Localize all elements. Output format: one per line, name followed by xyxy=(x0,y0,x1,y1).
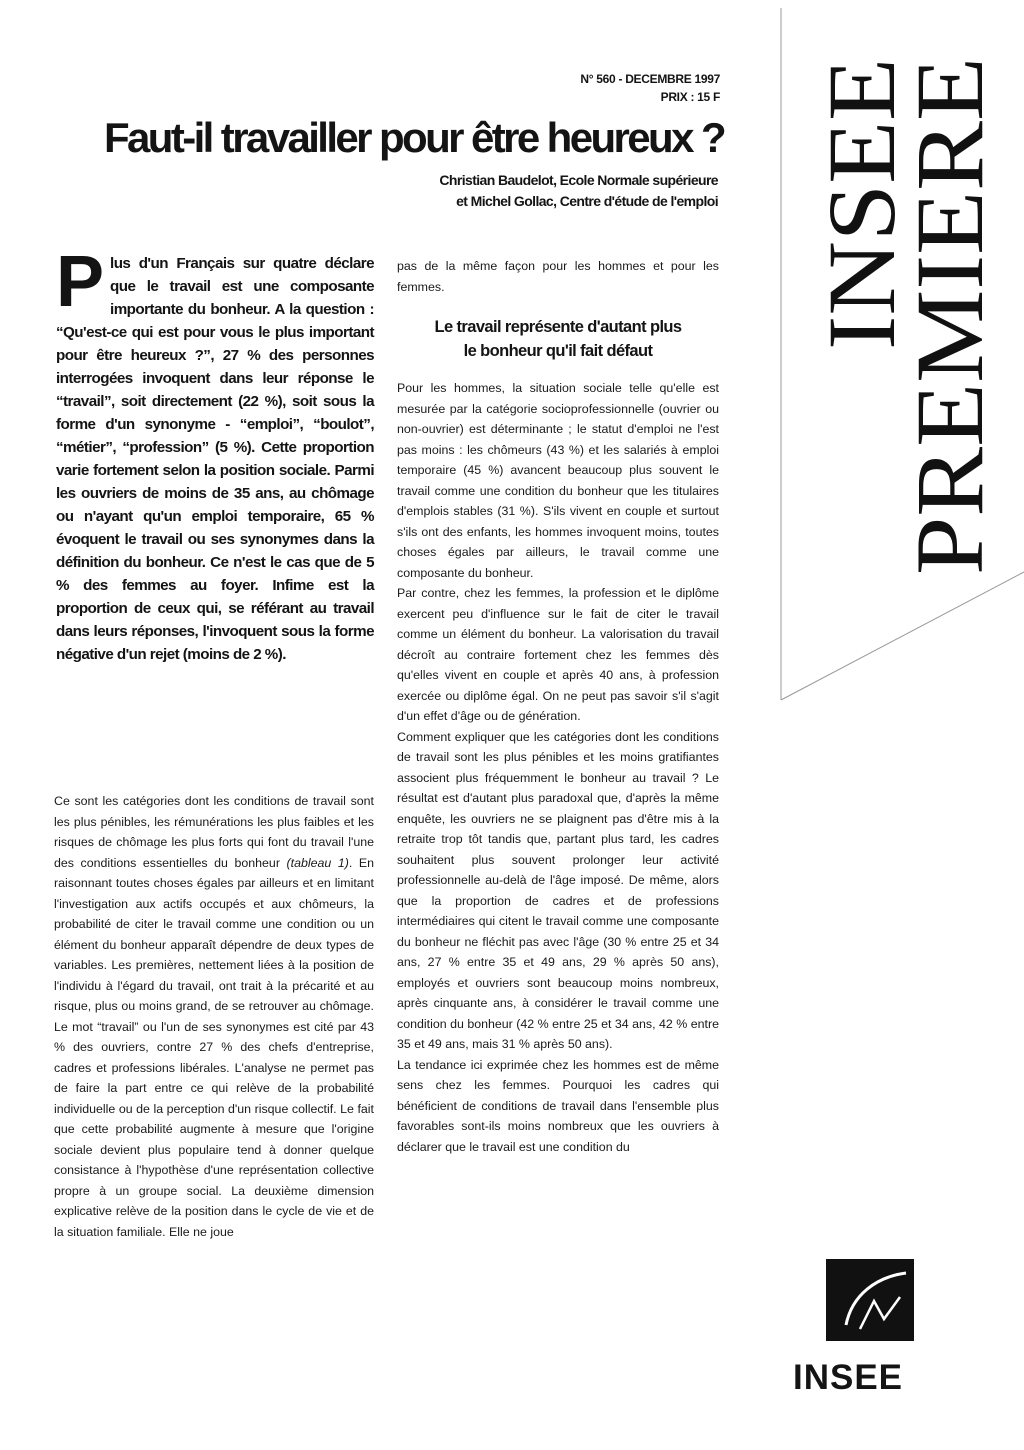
text-run: Ce sont les catégories dont les conditions de travail sont les plus pénibles, les rémunérations les plus faibles et les risques de chômage les plus forts qui font du travail l'une des conditions essentielles du bonheur xyxy=(54,794,374,870)
insee-logo-icon xyxy=(826,1259,914,1341)
section-heading xyxy=(397,315,719,363)
right-body-column xyxy=(397,378,719,1157)
left-body-column xyxy=(54,791,374,1242)
lead-text: lus d'un Français sur quatre déclare que le travail est une composante importante du bonheur. A la question : “Qu'est-ce qui est pour vous le plus important pour être heureux ?”, 27 % des personnes interrogées invoquent dans leur réponse le “travail”, soit directement (22 %), soit sous la forme d'un synonyme - “emploi”, “boulot”, “métier”, “profession” (5 %). Cette proportion varie fortement selon la position sociale. Parmi les ouvriers de moins de 35 ans, au chômage ou n'ayant qu'un emploi temporaire, 65 % évoquent le travail ou ses synonymes dans la définition du bonheur. Ce n'est le cas que de 5 % des femmes au foyer. Infime est la proportion de ceux qui, se référant au travail dans leurs réponses, l'invoquent sous la forme négative d'un rejet (moins de 2 %). xyxy=(56,255,374,663)
masthead-insee: INSEE xyxy=(808,78,915,350)
masthead-premiere: PREMIERE xyxy=(896,100,1003,575)
body-paragraph xyxy=(54,791,374,1242)
issue-info xyxy=(580,70,720,106)
lead-paragraph xyxy=(56,242,374,666)
author-line-2: et Michel Gollac, Centre d'étude de l'emploi xyxy=(456,193,718,209)
section-heading-line-2: le bonheur qu'il fait défaut xyxy=(463,342,653,360)
body-paragraph: pas de la même façon pour les hommes et pour les femmes. xyxy=(397,259,719,294)
insee-logo-word: INSEE xyxy=(792,1358,904,1397)
text-run: . En raisonnant toutes choses égales par ailleurs et en limitant l'investigation aux actifs occupés et aux chômeurs, la probabilité de citer le travail comme une condition ou un élément du bonheur apparaît dépendre de deux types de variables. Les premières, nettement liées à la position de l'individu à l'égard du travail, ont trait à la précarité et au risque, plus ou moins grand, de se retrouver au chômage. Le mot “travail” ou l'un de ses synonymes est cité par 43 % des ouvriers, contre 27 % des chefs d'entreprise, cadres et professions libérales. L'analyse ne permet pas de faire la part entre ce qui relève de la probabilité individuelle ou de la perception d'un risque collectif. Le fait que cette probabilité augmente à mesure que l'origine sociale devient plus populaire tend à donner quelque consistance à l'hypothèse d'une représentation collective propre à un groupe social. La deuxième dimension explicative relève de la position dans le cycle de vie et de la situation familiale. Elle ne joue xyxy=(54,855,374,1239)
section-heading-line-1: Le travail représente d'autant plus xyxy=(434,318,682,336)
author-line-1: Christian Baudelot, Ecole Normale supérieure xyxy=(439,172,718,188)
authors xyxy=(439,170,718,212)
page-title: Faut-il travailler pour être heureux ? xyxy=(103,114,724,161)
issue-number: N° 560 - DECEMBRE 1997 xyxy=(580,72,720,86)
body-paragraph: Comment expliquer que les catégories dont les conditions de travail sont les plus pénibles et les moins gratifiantes associent plus fréquemment le bonheur au travail ? Le résultat est d'autant plus paradoxal que, d'après la même enquête, les ouvriers ne se plaignent pas d'être mis à la retraite trop tôt tandis que, partant plus tard, les cadres souhaitent plus souvent prolonger leur activité professionnelle au-delà de l'âge imposé. De même, alors que la proportion de cadres et de professions intermédiaires qui citent le travail comme une composante du bonheur ne fléchit pas avec l'âge (30 % entre 25 et 34 ans, 27 % entre 35 et 49 ans, 29 % après 50 ans), employés et ouvriers sont beaucoup moins nombreux, après cinquante ans, à considérer le travail comme une condition du bonheur (42 % entre 25 et 34 ans, 42 % entre 35 et 49 ans, mais 31 % après 50 ans). xyxy=(397,729,719,1051)
body-paragraph: Par contre, chez les femmes, la profession et le diplôme exercent peu d'influence sur le fait de citer le travail comme un élément du bonheur. La valorisation du travail décroît au contraire fortement chez les femmes dès qu'elles vivent en couple et après 40 ans, à profession exercée ou diplôme égal. On ne peut pas savoir s'il s'agit d'un effet d'âge ou de génération. xyxy=(397,586,719,723)
table-reference: (tableau 1) xyxy=(286,855,349,870)
body-paragraph: Pour les hommes, la situation sociale telle qu'elle est mesurée par la catégorie socioprofessionnelle (ouvrier ou non-ouvrier) est déterminante ; le statut d'emploi ne l'est pas moins : les chômeurs (43 %) et les salariés à emploi temporaire (45 %) avancent beaucoup plus souvent le travail comme une condition du bonheur que les titulaires d'emplois stables (31 %). S'ils vivent en couple et surtout s'ils ont des enfants, les hommes invoquent moins, toutes choses égales par ailleurs, le travail comme une composante du bonheur. xyxy=(397,381,719,580)
issue-price: PRIX : 15 F xyxy=(660,90,720,104)
body-paragraph: La tendance ici exprimée chez les hommes est de même sens chez les femmes. Pourquoi les cadres qui bénéficient de conditions de travail dans l'ensemble plus favorables sont-ils moins nombreux que les ouvriers à déclarer que le travail est une condition du xyxy=(397,1057,719,1154)
masthead xyxy=(808,55,1003,575)
right-column-top xyxy=(397,256,719,297)
drop-cap: P xyxy=(56,242,105,322)
